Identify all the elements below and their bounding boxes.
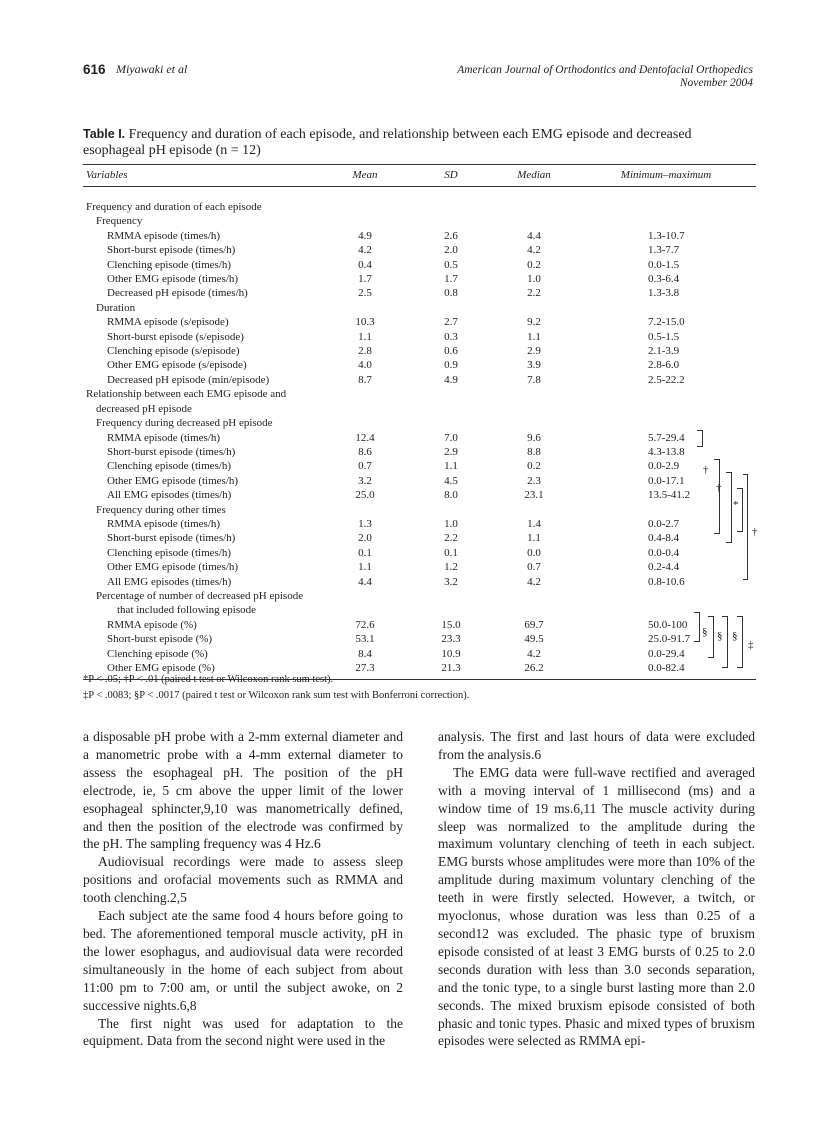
- mean-cell: [320, 187, 410, 215]
- range-cell: 7.2-15.0: [648, 316, 685, 329]
- range-cell: 0.0-2.9: [648, 460, 680, 473]
- significance-bracket: [697, 430, 703, 447]
- median-cell: 4.2: [527, 575, 541, 588]
- table-row: [83, 387, 756, 401]
- mean-cell: 8.7: [358, 373, 372, 386]
- mean-cell: 27.3: [355, 662, 375, 674]
- mean-cell: 0.1: [358, 546, 372, 559]
- table-row: [83, 488, 756, 502]
- section-symbol: §: [702, 626, 708, 638]
- left-column: [83, 728, 403, 1050]
- mean-cell: [320, 503, 410, 517]
- range-cell: [576, 187, 756, 215]
- mean-cell: 4.0: [358, 359, 372, 372]
- sd-cell: [410, 402, 492, 416]
- variable-cell: Clenching episode (times/h): [107, 546, 232, 559]
- significance-bracket: [708, 616, 714, 658]
- table-row: [83, 531, 756, 545]
- table-row: [83, 373, 756, 387]
- variable-cell: Frequency during other times: [96, 503, 226, 516]
- range-cell: 0.0-2.7: [648, 517, 680, 530]
- sd-cell: 15.0: [441, 618, 461, 631]
- median-cell: [492, 187, 576, 215]
- variable-cell: Frequency: [96, 215, 143, 228]
- body-paragraph: Audiovisual recordings were made to assess sleep positions and orofacial movements such as RMMA and tooth clenching.2,5: [83, 854, 403, 906]
- median-cell: 26.2: [524, 662, 544, 674]
- range-cell: 0.4-8.4: [648, 532, 680, 545]
- median-cell: [492, 503, 576, 517]
- median-cell: 3.9: [527, 359, 541, 372]
- variable-cell: Short-burst episode (times/h): [107, 244, 236, 257]
- median-cell: 1.1: [527, 532, 541, 545]
- variable-cell: Frequency and duration of each episode: [86, 201, 262, 213]
- variable-cell: Other EMG episode (s/episode): [107, 359, 247, 372]
- sd-cell: [410, 416, 492, 430]
- table-row: [83, 431, 756, 445]
- dagger-symbol: †: [752, 526, 758, 538]
- sd-cell: 0.9: [444, 359, 458, 372]
- mean-cell: 8.4: [358, 647, 372, 660]
- sd-cell: 0.1: [444, 546, 458, 559]
- mean-cell: 72.6: [355, 618, 375, 631]
- sd-cell: 0.3: [444, 330, 458, 343]
- table-row: [83, 546, 756, 560]
- mean-cell: 2.0: [358, 532, 372, 545]
- range-cell: 1.3-7.7: [648, 244, 680, 257]
- median-cell: [492, 301, 576, 315]
- range-cell: [576, 402, 756, 416]
- variable-cell: Short-burst episode (times/h): [107, 532, 236, 545]
- range-cell: [576, 301, 756, 315]
- median-cell: 4.4: [527, 229, 541, 242]
- mean-cell: [320, 214, 410, 228]
- variable-cell: Other EMG episode (times/h): [107, 474, 239, 487]
- variable-cell: Short-burst episode (s/episode): [107, 330, 244, 343]
- median-cell: 1.1: [527, 330, 541, 343]
- mean-cell: 4.9: [358, 229, 372, 242]
- median-cell: 9.6: [527, 431, 541, 444]
- median-cell: 4.2: [527, 244, 541, 257]
- right-column: [438, 728, 755, 1050]
- table-row: [83, 503, 756, 517]
- table-row: [83, 618, 756, 632]
- range-cell: 13.5-41.2: [648, 489, 691, 502]
- table-row: [83, 301, 756, 315]
- significance-bracket: [722, 616, 728, 668]
- table-row: [83, 344, 756, 358]
- body-paragraph: a disposable pH probe with a 2-mm external diameter and a manometric probe with a 4-mm external diameter to assess the esophageal pH. The position of the pH electrode, ie, 5 cm above the upper limit of the lower esophageal sphincter,9,10 was manometrically defined, and then the position of the electrode was confirmed by the pH. The sampling frequency was 4 Hz.6: [83, 729, 403, 852]
- range-cell: 4.3-13.8: [648, 445, 685, 458]
- sd-cell: 4.9: [444, 373, 458, 386]
- table-footnote: *P < .05; †P < .01 (paired t test or Wilcoxon rank sum test).: [83, 674, 334, 685]
- range-cell: 0.0-17.1: [648, 474, 685, 487]
- variable-cell: Other EMG episode (times/h): [107, 273, 239, 286]
- range-cell: 0.8-10.6: [648, 575, 685, 588]
- column-header: SD: [444, 169, 458, 181]
- body-paragraph: The EMG data were full-wave rectified and averaged with a moving interval of 1 millisecond (ms) and a window time of 19 ms.6,11 The muscle activity during sleep was normalized to the amplitude during the maximum voluntary clenching of teeth in each subject. EMG bursts whose amplitudes were more than 10% of the amplitude during maximum voluntary clenching of the teeth in were firstly selected. However, a twitch, or myoclonus, whose duration was less than 0.25 of a second12 was excluded. The phasic type of bruxism episode consisted of at least 3 EMG bursts of 0.25 to 2.0 seconds duration with less than 3.0 seconds separation, and the tonic type, to a single burst lasting more than 2.0 seconds. The mixed bruxism episode consisted of both phasic and tonic types. Phasic and mixed types of bruxism episodes were selected as RMMA epi-: [438, 764, 755, 1049]
- table-row: [83, 575, 756, 589]
- range-cell: [576, 589, 756, 603]
- variable-cell: Clenching episode (times/h): [107, 460, 232, 473]
- running-header: [0, 62, 838, 102]
- mean-cell: [320, 589, 410, 603]
- median-cell: 9.2: [527, 316, 541, 329]
- mean-cell: 10.3: [355, 316, 375, 329]
- table-row: [83, 416, 756, 430]
- sd-cell: 21.3: [441, 662, 461, 674]
- table-row: [83, 330, 756, 344]
- table-row: [83, 286, 756, 300]
- journal-info: [457, 64, 753, 90]
- mean-cell: 53.1: [355, 633, 375, 646]
- table-row: [83, 517, 756, 531]
- sd-cell: 2.6: [444, 229, 458, 242]
- median-cell: [492, 387, 576, 401]
- mean-cell: 8.6: [358, 445, 372, 458]
- sd-cell: 8.0: [444, 489, 458, 502]
- median-cell: 2.3: [527, 474, 541, 487]
- mean-cell: 3.2: [358, 474, 372, 487]
- median-cell: 2.9: [527, 345, 541, 358]
- journal-title: American Journal of Orthodontics and Dentofacial Orthopedics: [457, 64, 753, 76]
- column-header: Mean: [352, 169, 378, 181]
- range-cell: 0.0-29.4: [648, 647, 685, 660]
- significance-bracket: [694, 612, 700, 642]
- mean-cell: [320, 387, 410, 401]
- table-row: [83, 258, 756, 272]
- variable-cell: Clenching episode (s/episode): [107, 345, 240, 358]
- variable-cell: Clenching episode (times/h): [107, 258, 232, 271]
- mean-cell: 25.0: [355, 489, 375, 502]
- range-cell: 0.5-1.5: [648, 330, 680, 343]
- sd-cell: 3.2: [444, 575, 458, 588]
- median-cell: 0.2: [527, 258, 541, 271]
- variable-cell: Short-burst episode (times/h): [107, 445, 236, 458]
- table-row: [83, 632, 756, 646]
- range-cell: [576, 214, 756, 228]
- table-body: [83, 187, 756, 680]
- median-cell: 49.5: [524, 633, 544, 646]
- variable-cell: Relationship between each EMG episode and: [86, 388, 287, 401]
- mean-cell: 2.8: [358, 345, 372, 358]
- journal-issue-date: November 2004: [679, 77, 753, 89]
- variable-cell: Frequency during decreased pH episode: [96, 417, 273, 430]
- table-row: [83, 272, 756, 286]
- table-row: [83, 647, 756, 661]
- table-caption-text: Frequency and duration of each episode, and relationship between each EMG episode and decreased esophageal pH episode (n = 12): [83, 127, 692, 158]
- range-cell: 5.7-29.4: [648, 431, 685, 444]
- table-label: Table I.: [83, 127, 126, 141]
- double-dagger-symbol: ‡: [748, 639, 754, 651]
- range-cell: [576, 603, 756, 617]
- mean-cell: [320, 416, 410, 430]
- sd-cell: [410, 603, 492, 617]
- variable-cell: Clenching episode (%): [107, 647, 208, 660]
- median-cell: 2.2: [527, 287, 541, 300]
- sd-cell: 0.5: [444, 258, 458, 271]
- sd-cell: 2.0: [444, 244, 458, 257]
- range-cell: 25.0-91.7: [648, 633, 691, 646]
- median-cell: 23.1: [524, 489, 544, 502]
- table-row: [83, 315, 756, 329]
- mean-cell: 0.4: [358, 258, 372, 271]
- variable-cell: All EMG episodes (times/h): [107, 575, 232, 588]
- table-row: [83, 243, 756, 257]
- median-cell: 0.2: [527, 460, 541, 473]
- dagger-symbol: †: [716, 482, 722, 494]
- sd-cell: 1.7: [444, 273, 458, 286]
- sd-cell: 0.6: [444, 345, 458, 358]
- significance-bracket: [743, 474, 748, 580]
- mean-cell: 4.2: [358, 244, 372, 257]
- table-row: [83, 589, 756, 603]
- range-cell: 2.8-6.0: [648, 359, 680, 372]
- sd-cell: 1.1: [444, 460, 458, 473]
- mean-cell: 12.4: [355, 431, 375, 444]
- variable-cell: RMMA episode (times/h): [107, 517, 221, 530]
- data-table: [83, 164, 756, 680]
- significance-bracket: [737, 616, 743, 668]
- range-cell: [576, 387, 756, 401]
- sd-cell: 10.9: [441, 647, 461, 660]
- sd-cell: 0.8: [444, 287, 458, 300]
- median-cell: [492, 214, 576, 228]
- sd-cell: 2.2: [444, 532, 458, 545]
- sd-cell: [410, 589, 492, 603]
- significance-bracket: [726, 472, 732, 543]
- mean-cell: [320, 402, 410, 416]
- table-row: [83, 445, 756, 459]
- range-cell: 2.5-22.2: [648, 373, 685, 386]
- table-row: [83, 358, 756, 372]
- column-header: Minimum–maximum: [620, 169, 712, 181]
- table-row: [83, 187, 756, 215]
- variable-cell: that included following episode: [117, 604, 256, 617]
- section-symbol: §: [717, 630, 723, 642]
- sd-cell: 23.3: [441, 633, 461, 646]
- range-cell: 1.3-10.7: [648, 229, 685, 242]
- star-symbol: *: [733, 499, 739, 511]
- page-number: 616: [83, 62, 106, 77]
- median-cell: 1.4: [527, 517, 541, 530]
- median-cell: [492, 416, 576, 430]
- range-cell: 0.2-4.4: [648, 561, 680, 574]
- mean-cell: 1.7: [358, 273, 372, 286]
- mean-cell: [320, 603, 410, 617]
- median-cell: [492, 603, 576, 617]
- variable-cell: decreased pH episode: [96, 402, 192, 415]
- table-footnote: ‡P < .0083; §P < .0017 (paired t test or Wilcoxon rank sum test with Bonferroni correction).: [83, 690, 470, 701]
- variable-cell: RMMA episode (s/episode): [107, 316, 229, 329]
- column-header: Median: [517, 169, 551, 181]
- sd-cell: [410, 301, 492, 315]
- median-cell: 69.7: [524, 618, 544, 631]
- range-cell: 0.0-1.5: [648, 258, 680, 271]
- range-cell: [576, 416, 756, 430]
- table-row: [83, 402, 756, 416]
- variable-cell: Decreased pH episode (times/h): [107, 287, 248, 300]
- variable-cell: Other EMG episode (%): [107, 662, 215, 674]
- table-caption: [83, 126, 755, 159]
- median-cell: [492, 589, 576, 603]
- median-cell: 0.0: [527, 546, 541, 559]
- sd-cell: 2.7: [444, 316, 458, 329]
- body-paragraph: The first night was used for adaptation to the equipment. Data from the second night were used in the: [83, 1015, 403, 1049]
- variable-cell: Decreased pH episode (min/episode): [107, 373, 270, 386]
- variable-cell: Percentage of number of decreased pH episode: [96, 589, 304, 602]
- mean-cell: [320, 301, 410, 315]
- sd-cell: 1.2: [444, 561, 458, 574]
- body-paragraph: Each subject ate the same food 4 hours before going to bed. The aforementioned temporal muscle activity, pH in the lower esophagus, and audiovisual data were recorded simultaneously in the home of each subject from about 11:00 pm to 7:00 am, or until the subject awoke, on 2 successive nights.6,8: [83, 908, 403, 1013]
- median-cell: 4.2: [527, 647, 541, 660]
- dagger-symbol: †: [703, 464, 709, 476]
- median-cell: 8.8: [527, 445, 541, 458]
- mean-cell: 0.7: [358, 460, 372, 473]
- range-cell: 0.0-82.4: [648, 662, 685, 674]
- variable-cell: RMMA episode (%): [107, 618, 197, 631]
- table-row: [83, 459, 756, 473]
- variable-cell: Other EMG episode (times/h): [107, 561, 239, 574]
- sd-cell: 2.9: [444, 445, 458, 458]
- variable-cell: RMMA episode (times/h): [107, 431, 221, 444]
- table-row: [83, 214, 756, 228]
- column-header: Variables: [86, 169, 128, 181]
- mean-cell: 1.3: [358, 517, 372, 530]
- significance-bracket: [714, 459, 720, 534]
- variable-cell: Duration: [96, 301, 136, 314]
- variable-cell: All EMG episodes (times/h): [107, 489, 232, 502]
- mean-cell: 2.5: [358, 287, 372, 300]
- table-header-row: [83, 165, 756, 187]
- mean-cell: 1.1: [358, 561, 372, 574]
- sd-cell: 1.0: [444, 517, 458, 530]
- sd-cell: 7.0: [444, 431, 458, 444]
- mean-cell: 1.1: [358, 330, 372, 343]
- sd-cell: 4.5: [444, 474, 458, 487]
- range-cell: 0.3-6.4: [648, 273, 680, 286]
- variable-cell: Short-burst episode (%): [107, 633, 213, 646]
- running-author: Miyawaki et al: [116, 62, 188, 76]
- variable-cell: RMMA episode (times/h): [107, 229, 221, 242]
- median-cell: 7.8: [527, 373, 541, 386]
- sd-cell: [410, 503, 492, 517]
- table-row: [83, 560, 756, 574]
- sd-cell: [410, 387, 492, 401]
- range-cell: 0.0-0.4: [648, 546, 680, 559]
- sd-cell: [410, 187, 492, 215]
- median-cell: [492, 402, 576, 416]
- range-cell: 50.0-100: [648, 618, 688, 631]
- range-cell: 1.3-3.8: [648, 287, 680, 300]
- table-row: [83, 229, 756, 243]
- range-cell: 2.1-3.9: [648, 345, 680, 358]
- median-cell: 1.0: [527, 273, 541, 286]
- median-cell: 0.7: [527, 561, 541, 574]
- body-paragraph: analysis. The first and last hours of data were excluded from the analysis.6: [438, 729, 755, 762]
- mean-cell: 4.4: [358, 575, 372, 588]
- table-row: [83, 603, 756, 617]
- sd-cell: [410, 214, 492, 228]
- table-row: [83, 474, 756, 488]
- section-symbol: §: [732, 630, 738, 642]
